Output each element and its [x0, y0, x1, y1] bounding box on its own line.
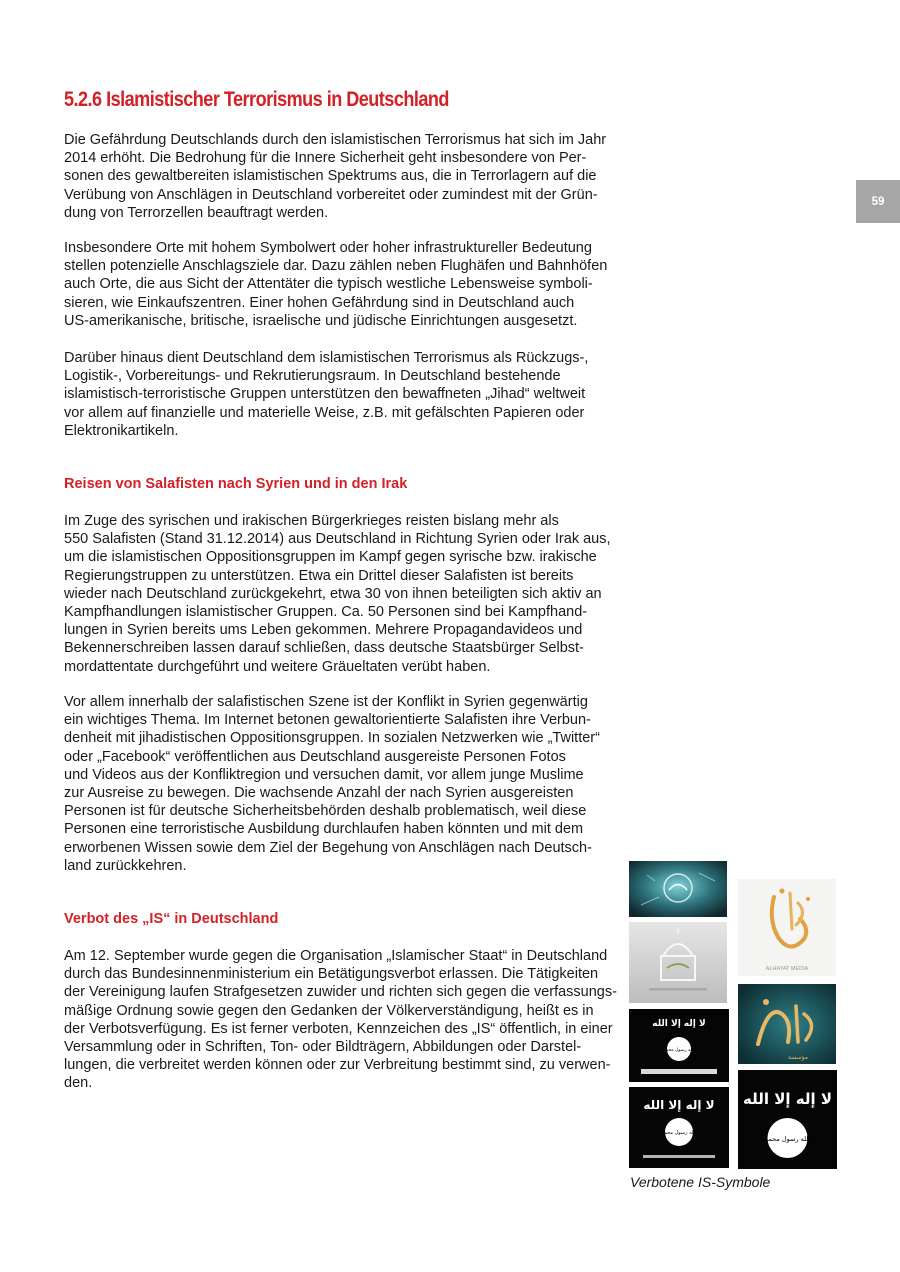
subheading-salafist-travel: Reisen von Salafisten nach Syrien und in den Irak: [64, 476, 408, 492]
text-line: 550 Salafisten (Stand 31.12.2014) aus Deutschland in Richtung Syrien oder Irak aus,: [64, 531, 611, 548]
text-line: mäßige Ordnung sowie gegen den Gedanken der Völkerverständigung, heißt es in: [64, 1002, 594, 1019]
text-line: Personen eine terroristische Ausbildung durchlaufen haben könnten und mit dem: [64, 821, 584, 838]
text-line: islamistisch-terroristische Gruppen unterstützen den bewaffneten „Jihad“ weltweit: [64, 386, 586, 403]
ajnad-logo-image: [738, 984, 836, 1064]
text-line: Darüber hinaus dient Deutschland dem islamistischen Terrorismus als Rückzugs-,: [64, 350, 589, 366]
paragraph-ban: [64, 947, 624, 1093]
text-line: zur Ausreise zu bewegen. Die wachsende Anzahl der nach Syrien ausgereisten: [64, 785, 574, 802]
teal-emblem-image: [629, 861, 727, 917]
ajnad-latin-text: مؤسسة: [788, 1054, 808, 1061]
al-hayat-logo-image: [738, 879, 836, 976]
text-line: dung von Terrorzellen beauftragt werden.: [64, 204, 329, 221]
flag-shahada-text: لا إله إلا الله: [652, 1019, 706, 1029]
subheading-is-ban: Verbot des „IS“ in Deutschland: [64, 911, 279, 927]
text-line: Elektronikartikeln.: [64, 422, 179, 439]
text-line: Im Zuge des syrischen und irakischen Bürgerkrieges reisten bislang mehr als: [64, 513, 559, 529]
mosque-emblem-image: [629, 922, 727, 1003]
text-line: US-amerikanische, britische, israelische und jüdische Einrichtungen ausgesetzt.: [64, 312, 578, 329]
is-state-flag-image: [629, 1087, 729, 1168]
text-line: Bekennerschreiben lassen darauf schließen, dass deutsche Staatsbürger Selbst-: [64, 640, 584, 657]
text-line: Regierungstruppen zu unterstützen. Etwa ein Drittel dieser Salafisten ist bereits: [64, 567, 574, 584]
paragraph-travel-1: [64, 512, 624, 676]
text-line: den.: [64, 1075, 93, 1092]
text-line: Kampfhandlungen islamistischer Gruppen. Ca. 50 Personen sind bei Kampfhand-: [64, 604, 588, 621]
text-line: und Videos aus der Konfliktregion und versuchen damit, vor allem junge Muslime: [64, 766, 584, 783]
text-line: lungen, die verbreitet werden können oder zur Verbreitung bestimmt sind, zu verwen-: [64, 1057, 611, 1074]
paragraph-intro-1: [64, 131, 624, 222]
text-line: der Vereinigung laufen Strafgesetzen zuwider und richten sich gegen die verfassungs-: [64, 984, 617, 1001]
paragraph-travel-2: [64, 693, 624, 875]
text-line: um die islamistischen Oppositionsgruppen im Kampf gegen syrische bzw. irakische: [64, 549, 597, 566]
paragraph-intro-3: [64, 349, 624, 440]
flag-shahada-text-mid: لا إله إلا الله: [643, 1098, 715, 1112]
text-line: Versammlung oder in Schriften, Ton- oder Bildträgern, Abbildungen oder Darstel-: [64, 1039, 582, 1056]
flag-seal-text-large: الله رسول محمد: [764, 1135, 811, 1143]
flag-shahada-text-large: لا إله إلا الله: [742, 1090, 833, 1108]
text-line: Logistik-, Vorbereitungs- und Rekrutierungsraum. In Deutschland bestehende: [64, 368, 561, 385]
text-line: sonen des gewaltbereiten islamistischen Spektrums aus, die in Terrorlagern auf die: [64, 168, 597, 185]
image-caption: Verbotene IS-Symbole: [630, 1174, 771, 1190]
text-line: Verübung von Anschlägen in Deutschland vorbereitet oder zumindest mit der Grün-: [64, 186, 598, 203]
flag-seal-text: الله رسول محمد: [663, 1048, 695, 1053]
text-line: denheit mit jihadistischen Oppositionsgruppen. In sozialen Netzwerken wie „Twitter“: [64, 730, 600, 747]
text-line: mordattentate durchgeführt und weitere Gräueltaten verübt haben.: [64, 658, 491, 675]
text-line: Insbesondere Orte mit hohem Symbolwert oder hoher infrastruktureller Bedeutung: [64, 240, 592, 256]
text-line: oder „Facebook“ veröffentlichen aus Deutschland ausgereiste Personen Fotos: [64, 748, 566, 765]
text-line: der Verbotsverfügung. Es ist ferner verboten, Kennzeichen des „IS“ öffentlich, in einer: [64, 1020, 613, 1037]
text-line: stellen potenzielle Anschlagsziele dar. Dazu zählen neben Flughäfen und Bahnhöfen: [64, 258, 608, 275]
text-line: sieren, wie Einkaufszentren. Einer hohen Gefährdung sind in Deutschland auch: [64, 294, 575, 311]
text-line: Am 12. September wurde gegen die Organisation „Islamischer Staat“ in Deutschland: [64, 948, 608, 964]
text-line: wieder nach Deutschland zurückgekehrt, etwa 30 von ihnen beteiligten sich aktiv an: [64, 585, 602, 602]
text-line: vor allem auf finanzielle und materielle Weise, z.B. mit gefälschten Papieren oder: [64, 404, 585, 421]
text-line: auch Orte, die aus Sicht der Attentäter die typisch westliche Lebensweise symboli-: [64, 276, 593, 293]
section-title: 5.2.6 Islamistischer Terrorismus in Deutschland: [64, 88, 449, 111]
is-black-flag-image: [738, 1070, 837, 1169]
text-line: ein wichtiges Thema. Im Internet betonen gewaltorientierte Salafisten ihre Verbun-: [64, 712, 591, 729]
text-line: Die Gefährdung Deutschlands durch den islamistischen Terrorismus hat sich im Jahr: [64, 132, 607, 148]
text-line: Vor allem innerhalb der salafistischen Szene ist der Konflikt in Syrien gegenwärtig: [64, 694, 588, 710]
text-line: lungen in Syrien bereits ums Leben gekommen. Mehrere Propagandavideos und: [64, 622, 583, 639]
text-line: 2014 erhöht. Die Bedrohung für die Innere Sicherheit geht insbesondere von Per-: [64, 150, 587, 167]
page-number: 59: [871, 195, 885, 208]
text-line: land zurückkehren.: [64, 857, 187, 874]
is-flag-banner-image: [629, 1009, 729, 1082]
text-line: erworbenen Wissen sowie dem Ziel der Begehung von Anschlägen nach Deutsch-: [64, 839, 592, 856]
paragraph-intro-2: [64, 239, 624, 330]
text-line: durch das Bundesinnenministerium ein Betätigungsverbot erlassen. Die Tätigkeiten: [64, 966, 599, 983]
flag-seal-text-mid: الله رسول محمد: [661, 1130, 697, 1136]
page-number-tab: [856, 180, 900, 223]
al-hayat-latin-text: ALHAYAT MEDIA: [765, 966, 809, 972]
text-line: Personen ist für deutsche Sicherheitsbehörden deshalb problematisch, weil diese: [64, 803, 587, 820]
